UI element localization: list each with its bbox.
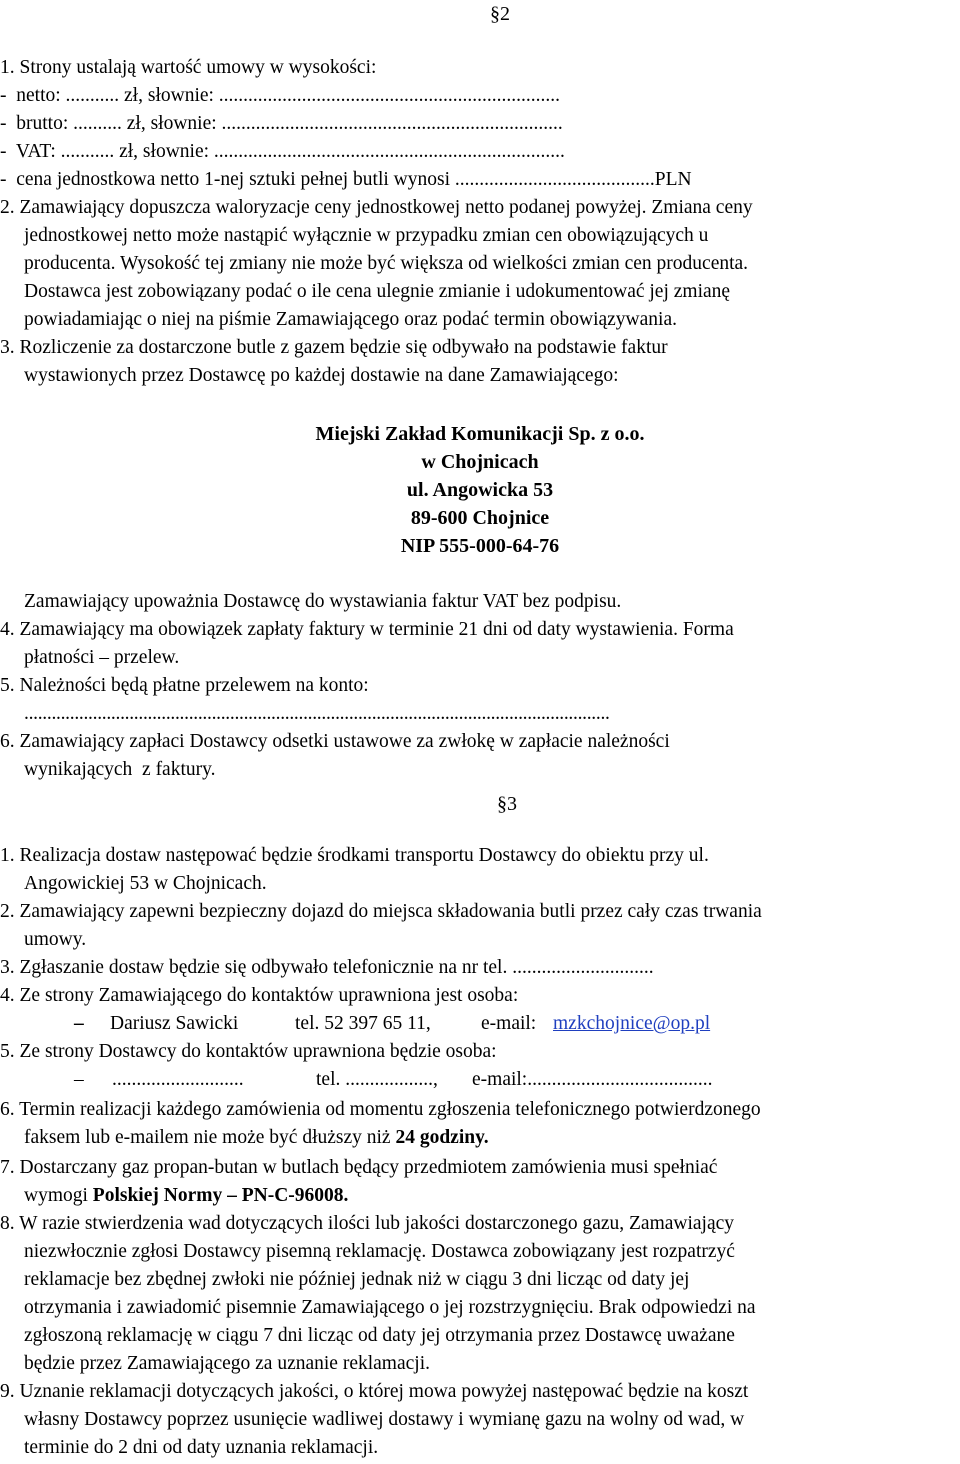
s2-line: 2. Zamawiający dopuszcza waloryzacje ceny jednostkowej netto podanej powyżej. Zmiana ceny	[0, 197, 753, 218]
section-3-mark: §3	[497, 793, 517, 815]
s2-line: wystawionych przez Dostawcę po każdej dostawie na dane Zamawiającego:	[24, 365, 619, 386]
s3-line	[24, 1124, 489, 1152]
s3-line: reklamacje bez zbędnej zwłoki nie później jednak niż w ciągu 3 dni licząc od daty jej	[24, 1269, 690, 1290]
p6-bold: 24 godziny.	[395, 1127, 489, 1148]
contact-2-dash: –	[74, 1069, 84, 1090]
s3-line: będzie przez Zamawiającego za uznanie reklamacji.	[24, 1353, 430, 1374]
s2-line: - netto: ........... zł, słownie: ......................................................................	[0, 85, 561, 106]
s2-line: powiadamiając o niej na piśmie Zamawiającego oraz podać termin obowiązywania.	[24, 309, 677, 330]
s2-line: 4. Zamawiający ma obowiązek zapłaty faktury w terminie 21 dni od daty wystawienia. Forma	[0, 619, 734, 640]
contact-2-tel: tel. ..................,	[316, 1069, 438, 1090]
contact-1-email-label: e-mail:	[481, 1013, 537, 1034]
s3-line: 2. Zamawiający zapewni bezpieczny dojazd do miejsca składowania butli przez cały czas trwania	[0, 901, 762, 922]
p7-text: wymogi	[24, 1185, 93, 1206]
s3-line: niezwłocznie zgłosi Dostawcy pisemną reklamację. Dostawca zobowiązany jest rozpatrzyć	[24, 1241, 735, 1262]
address-city: w Chojnicach	[421, 451, 539, 473]
p6-text: faksem lub e-mailem nie może być dłuższy niż	[24, 1127, 396, 1148]
s2-line: 5. Należności będą płatne przelewem na konto:	[0, 675, 369, 696]
address-postcode: 89-600 Chojnice	[410, 507, 550, 529]
s2-line: Dostawca jest zobowiązany podać o ile cena ulegnie zmianie i udokumentować jej zmianę	[24, 281, 731, 302]
s2-line: - VAT: ........... zł, słownie: ........................................................................	[0, 141, 565, 162]
p7-bold: Polskiej Normy – PN-C-96008.	[92, 1185, 349, 1206]
contact-1-tel: tel. 52 397 65 11,	[295, 1013, 431, 1034]
account-number-placeholder: ................................................................................................................................	[24, 703, 610, 724]
address-street: ul. Angowicka 53	[406, 479, 554, 501]
contact-1-name: Dariusz Sawicki	[110, 1013, 239, 1034]
s2-line: 1. Strony ustalają wartość umowy w wysokości:	[0, 57, 377, 78]
s3-line: 8. W razie stwierdzenia wad dotyczących ilości lub jakości dostarczonego gazu, Zamawiający	[0, 1213, 735, 1234]
s3-line: 3. Zgłaszanie dostaw będzie się odbywało telefonicznie na nr tel. .............................	[0, 957, 654, 978]
contact-1-email-link[interactable]: mzkchojnice@op.pl	[553, 1013, 711, 1034]
s2-line: - cena jednostkowa netto 1-nej sztuki pełnej butli wynosi .........................................PLN	[0, 169, 692, 190]
s2-line: 6. Zamawiający zapłaci Dostawcy odsetki ustawowe za zwłokę w zapłacie należności	[0, 731, 670, 752]
s3-line: otrzymania i zawiadomić pisemnie Zamawiającego o jej rozstrzygnięciu. Brak odpowiedzi na	[24, 1297, 756, 1318]
s2-line: jednostkowej netto może nastąpić wyłącznie w przypadku zmian cen obowiązujących u	[24, 225, 709, 246]
s3-line: 1. Realizacja dostaw następować będzie środkami transportu Dostawcy do obiektu przy ul.	[0, 845, 709, 866]
s3-line: umowy.	[24, 929, 87, 950]
s3-line: własny Dostawcy poprzez usunięcie wadliwej dostawy i wymianę gazu na wolny od wad, w	[24, 1409, 745, 1430]
s3-line: 9. Uznanie reklamacji dotyczących jakości, o której mowa powyżej następować będzie na koszt	[0, 1381, 749, 1402]
s3-line: Angowickiej 53 w Chojnicach.	[24, 873, 267, 894]
section-2-mark: §2	[490, 3, 510, 25]
s2-line: producenta. Wysokość tej zmiany nie może być większa od wielkości zmian cen producenta.	[24, 253, 749, 274]
s3-line: 6. Termin realizacji każdego zamówienia od momentu zgłoszenia telefonicznego potwierdzonego	[0, 1099, 761, 1120]
s3-line	[24, 1182, 348, 1210]
contact-2-email: e-mail:......................................	[472, 1069, 713, 1090]
contact-2-name: ...........................	[112, 1069, 244, 1090]
s2-line: płatności – przelew.	[24, 647, 180, 668]
s2-line: 3. Rozliczenie za dostarczone butle z gazem będzie się odbywało na podstawie faktur	[0, 337, 668, 358]
address-company: Miejski Zakład Komunikacji Sp. z o.o.	[315, 423, 645, 445]
s2-line: Zamawiający upoważnia Dostawcę do wystawiania faktur VAT bez podpisu.	[24, 591, 622, 612]
address-nip: NIP 555-000-64-76	[400, 535, 560, 557]
s3-line: 5. Ze strony Dostawcy do kontaktów uprawniona będzie osoba:	[0, 1041, 497, 1062]
s2-line: wynikających z faktury.	[24, 759, 216, 780]
s3-line: 4. Ze strony Zamawiającego do kontaktów uprawniona jest osoba:	[0, 985, 519, 1006]
s3-line: zgłoszoną reklamację w ciągu 7 dni licząc od daty jej otrzymania przez Dostawcę uważane	[24, 1325, 735, 1346]
contact-1-dash: –	[74, 1013, 84, 1034]
s3-line: 7. Dostarczany gaz propan-butan w butlach będący przedmiotem zamówienia musi spełniać	[0, 1157, 718, 1178]
s3-line: terminie do 2 dni od daty uznania reklamacji.	[24, 1437, 379, 1458]
s2-line: - brutto: .......... zł, słownie: ......................................................................	[0, 113, 563, 134]
